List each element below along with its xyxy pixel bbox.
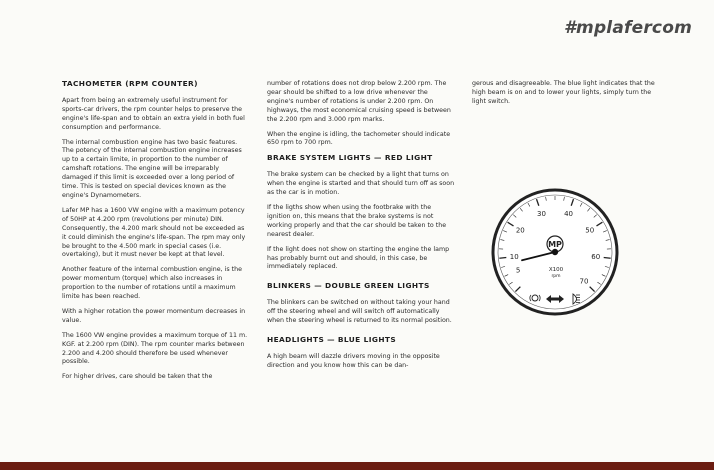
paragraph: A high beam will dazzle drivers moving in the opposite direction and you know how this can be dan- [267,352,440,369]
paragraph: When the engine is idling, the tachometer should indicate 650 rpm to 700 rpm. [267,130,451,147]
tachometer-heading: TACHOMETER (RPM COUNTER) [62,79,198,88]
paragraph: The internal combustion engine has two basic features. The potency of the internal combustion engine increases up to a certain limite, in proportion to the number of camshaft rotations. The engine will be irreparably damaged if this limit is exceeded over a long period of time. This is tested on special devices known as the engine's Dynamometers. [62,138,242,199]
gauge-tick [604,257,611,258]
paragraph: number of rotations does not drop below 2.200 rpm. The gear should be shifted to a low drive whenever the engine's number of rotations is under 2.200 rpm. On highways, the most economical cruising speed is between the 2.200 rpm and 3.000 rpm marks. [267,80,451,123]
paragraph: The brake system can be checked by a light that turns on when the engine is started and that should turn off as soon as the car is in motion. [267,171,455,197]
blinkers-heading: BLINKERS — DOUBLE GREEN LIGHTS [267,281,430,291]
gauge-unit-multiplier: X100 [548,267,564,273]
gauge-tick-label: 40 [564,209,574,218]
paragraph: If the ligths show when using the footbrake with the ignition on, this means that the brake systems is not working properly and that the car should be taken to the nearest dealer. [267,203,447,238]
paragraph: For higher drives, care should be taken that the [62,373,213,381]
paragraph: With a higher rotation the power momentum decreases in value. [62,307,246,324]
gauge-tick [499,257,506,258]
paragraph: Lafer MP has a 1600 VW engine with a maximum potency of 50HP at 4.200 rpm (revolutions per minute) DIN. Consequently, the 4.200 mark should not be exceeded as it could diminish the engine's life-span. The rpm may only be brought to the 4.500 mark in special cases (i.e. overtaking), but it must never be kept at that level. [62,206,246,259]
mp-badge-text: MP [548,240,562,249]
tachometer-gauge [490,187,620,317]
column-left [62,80,250,388]
gauge-tick-label: 60 [591,253,601,262]
gauge-tick-label: 20 [515,226,525,235]
column-middle [267,80,455,377]
column-right [472,80,662,113]
gauge-tick-label: 50 [585,226,595,235]
paragraph: Apart from being an extremely useful instrument for sports-car drivers, the rpm counter helps to preserve the engine's life-span and to obtain an extra yield in both fuel consumption and performance. [62,96,245,131]
gauge-tick-label: 5 [515,266,521,275]
headlights-heading: HEADLIGHTS — BLUE LIGHTS [267,334,397,344]
gauge-tick-label: 70 [579,277,589,286]
gauge-tick-label: 10 [509,253,519,262]
paragraph: The blinkers can be switched on without taking your hand off the steering wheel and will switch off automatically when the steering wheel is returned to its normal position. [267,299,452,325]
gauge-needle-hub [552,249,558,255]
paragraph: Another feature of the internal combustion engine, is the power momentum (torque) which also increases in proportion to the number of rotations until a maximum limite has been reached. [62,266,243,301]
paragraph: If the light does not show on starting the engine the lamp has probably burnt out and should, in this case, be immediately replaced. [267,245,450,271]
paragraph: gerous and disagreeable. The blue light indicates that the high beam is on and to lower your lights, simply turn the light switch. [472,80,655,105]
paragraph: The 1600 VW engine provides a maximum torque of 11 m. KGF. at 2.200 rpm (DIN). The rpm counter marks between 2.200 and 4.200 should therefore be used whenever possible. [62,331,248,366]
brake-lights-heading: BRAKE SYSTEM LIGHTS — RED LIGHT [267,153,433,163]
watermark: #mplafercom [564,18,692,38]
gauge-unit-rpm: rpm [551,274,561,279]
gauge-tick-label: 30 [536,209,546,218]
